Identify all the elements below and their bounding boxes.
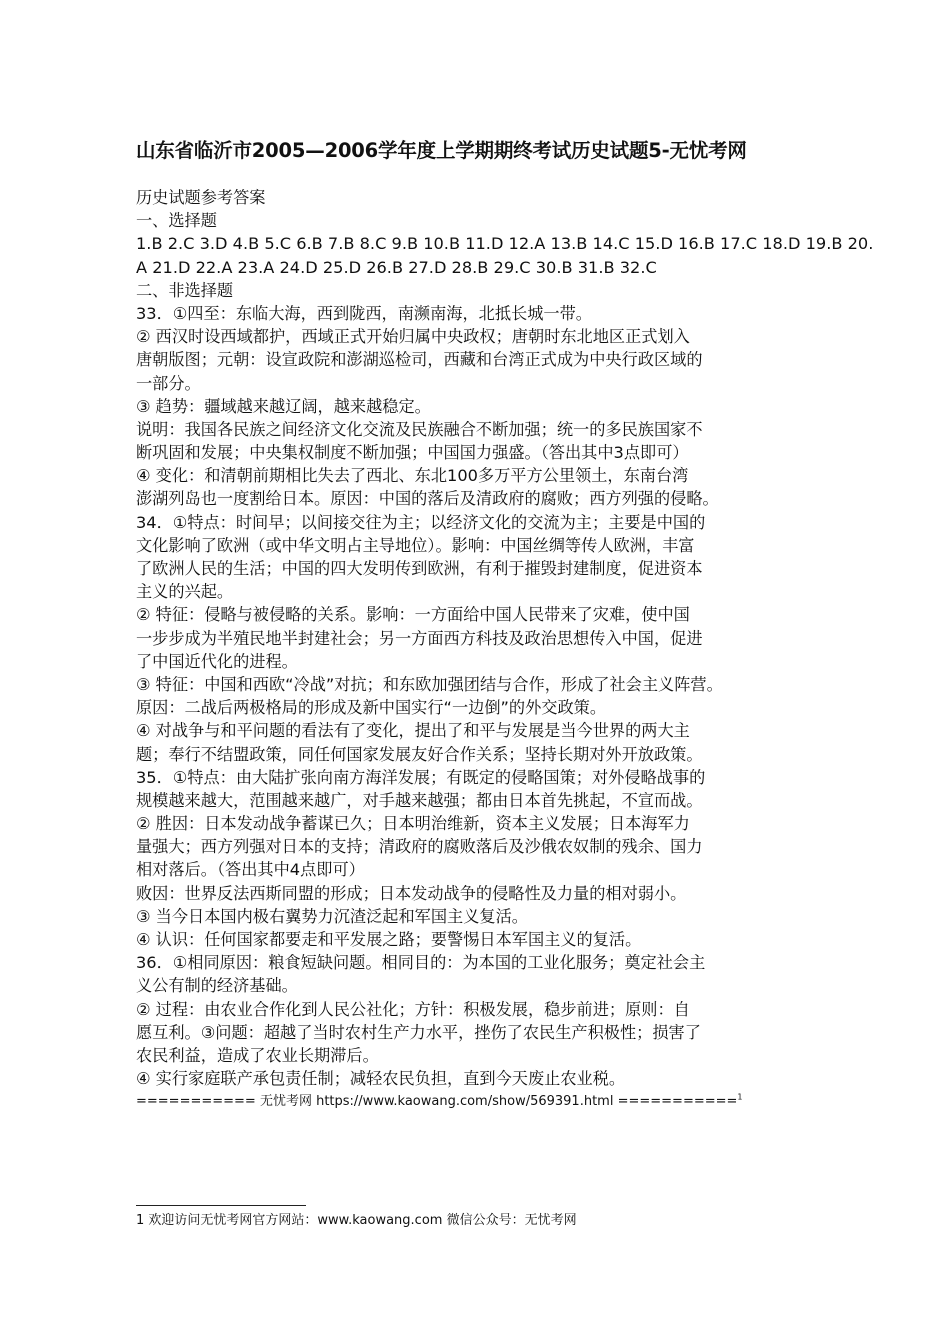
answer-line: 唐朝版图；元朝：设宣政院和澎湖巡检司，西藏和台湾正式成为中央行政区域的 [136, 350, 703, 370]
source-line [136, 1090, 821, 1113]
answer-line: ④ 对战争与和平问题的看法有了变化，提出了和平与发展是当今世界的两大主 [136, 721, 690, 741]
answer-line: ② 过程：由农业合作化到人民公社化；方针：积极发展，稳步前进；原则：自 [136, 999, 690, 1019]
answer-line: ③ 当今日本国内极右翼势力沉渣泛起和军国主义复活。 [136, 906, 528, 926]
footnote: 1 欢迎访问无忧考网官方网站：www.kaowang.com 微信公众号：无忧考网 [136, 1213, 577, 1228]
answer-line: 34．①特点：时间早；以间接交往为主；以经济文化的交流为主；主要是中国的 [136, 512, 706, 532]
footnote-divider [136, 1205, 306, 1206]
answer-line: 题；奉行不结盟政策，同任何国家发展友好合作关系；坚持长期对外开放政策。 [136, 744, 703, 764]
answer-line: ④ 变化：和清朝前期相比失去了西北、东北100多万平方公里领土，东南台湾 [136, 466, 689, 486]
answer-line: 量强大；西方列强对日本的支持；清政府的腐败落后及沙俄农奴制的残余、国力 [136, 837, 703, 857]
answer-line: 说明：我国各民族之间经济文化交流及民族融合不断加强；统一的多民族国家不 [136, 419, 703, 439]
answer-line: ② 特征：侵略与被侵略的关系。影响：一方面给中国人民带来了灾难，使中国 [136, 605, 690, 625]
answer-line: 原因：二战后两极格局的形成及新中国实行“一边倒”的外交政策。 [136, 698, 607, 718]
document-title: 山东省临沂市2005—2006学年度上学期期终考试历史试题5-无忧考网 [136, 139, 747, 162]
answer-line: 36．①相同原因：粮食短缺问题。相同目的：为本国的工业化服务；奠定社会主 [136, 953, 706, 973]
answer-line: 主义的兴起。 [136, 582, 234, 602]
answer-line: 义公有制的经济基础。 [136, 976, 298, 996]
source-link-text[interactable]: =========== 无忧考网 https://www.kaowang.com/show/569391.html =========== [136, 1094, 738, 1110]
answer-line: ② 西汉时设西域都护，西域正式开始归属中央政权；唐朝时东北地区正式划入 [136, 327, 690, 347]
answer-line: ④ 认识：任何国家都要走和平发展之路；要警惕日本军国主义的复活。 [136, 930, 642, 949]
footnote-marker: 1 [737, 1092, 743, 1102]
answer-line: 了中国近代化的进程。 [136, 651, 298, 671]
answer-line: A 21.D 22.A 23.A 24.D 25.D 26.B 27.D 28.B 29.C 30.B 31.B 32.C [136, 257, 657, 277]
answer-line: 一部分。 [136, 373, 201, 393]
answer-line: 相对落后。（答出其中4点即可） [136, 860, 365, 880]
answer-line: 澎湖列岛也一度割给日本。原因：中国的落后及清政府的腐败；西方列强的侵略。 [136, 489, 719, 509]
answer-line: ② 胜因：日本发动战争蓄谋已久；日本明治维新，资本主义发展；日本海军力 [136, 814, 690, 834]
answer-line: 败因：世界反法西斯同盟的形成；日本发动战争的侵略性及力量的相对弱小。 [136, 883, 687, 903]
section-heading: 历史试题参考答案 [136, 188, 266, 207]
answer-line: 33．①四至：东临大海，西到陇西，南濒南海，北抵长城一带。 [136, 303, 592, 323]
answer-line: ③ 趋势：疆域越来越辽阔，越来越稳定。 [136, 396, 431, 416]
answer-line: 断巩固和发展；中央集权制度不断加强；中国国力强盛。（答出其中3点即可） [136, 443, 689, 463]
answer-line: 一步步成为半殖民地半封建社会；另一方面西方科技及政治思想传入中国，促进 [136, 628, 703, 648]
answer-line: 35．①特点：由大陆扩张向南方海洋发展；有既定的侵略国策；对外侵略战事的 [136, 767, 706, 787]
section-heading: 二、非选择题 [136, 280, 234, 300]
answer-line: 愿互利。③问题：超越了当时农村生产力水平，挫伤了农民生产积极性；损害了 [136, 1022, 701, 1042]
answer-line: 规模越来越大，范围越来越广，对手越来越强；都由日本首先挑起，不宣而战。 [136, 790, 703, 810]
section-heading: 一、选择题 [136, 211, 217, 231]
answer-line: ④ 实行家庭联产承包责任制；减轻农民负担，直到今天废止农业税。 [136, 1069, 626, 1089]
answer-line: 了欧洲人民的生活；中国的四大发明传到欧洲，有利于摧毁封建制度，促进资本 [136, 559, 703, 578]
answer-line: 1.B 2.C 3.D 4.B 5.C 6.B 7.B 8.C 9.B 10.B 11.D 12.A 13.B 14.C 15.D 16.B 17.C 18.D 19.B 20. [136, 234, 874, 254]
document-body [136, 186, 874, 1114]
answer-line: ③ 特征：中国和西欧“冷战”对抗；和东欧加强团结与合作，形成了社会主义阵营。 [136, 674, 723, 694]
answer-line: 文化影响了欧洲（或中华文明占主导地位）。影响：中国丝绸等传人欧洲，丰富 [136, 535, 695, 555]
answer-line: 农民利益，造成了农业长期滞后。 [136, 1045, 379, 1065]
